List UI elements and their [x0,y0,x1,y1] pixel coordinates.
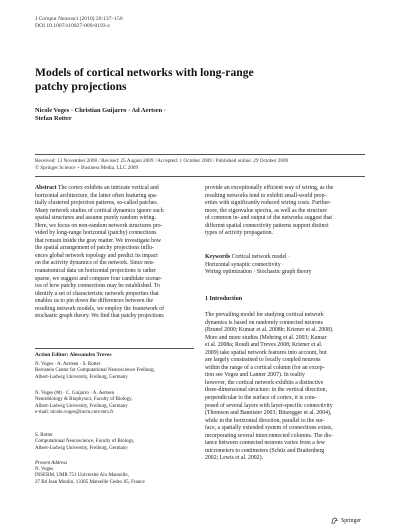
abstract-heading: Abstract [35,185,57,191]
journal-citation: J Comput Neurosci (2010) 28:137–150 [35,16,123,22]
abstract-line: vided by long-range horizontal (patchy) connections [35,230,157,237]
affiliation-1 [35,362,194,381]
abstract-line: Here, we focus on non-random network structures pro- [35,222,163,229]
introduction-line: tance between connected neurons varies from a few [205,440,325,447]
keyword-line: Horizontal synaptic connectivity · [205,261,285,268]
paper-title [35,66,335,94]
abstract-line: different spatial connectivity patterns support distinct [205,222,329,229]
abstract-line: ences global network topology and predict its impact [35,252,158,259]
introduction-line: (Brunel 2000; Kumar et al. 2008b; Kriener et al. 2008). [205,327,334,334]
affiliation-line: Albert-Ludwig University, Freiburg, Germany [35,445,128,451]
abstract-line: tially clustered projection patterns, so-called patches. [35,200,159,207]
copyright: © Springer Science + Business Media, LLC 2009 [35,165,139,171]
author-list [35,107,166,123]
journal-header [35,16,123,30]
abstract-line: on the activity dynamics of the network. Since neu- [35,260,155,267]
section-heading-introduction: 1 Introduction [205,296,243,302]
present-address-label: Present Address [35,461,68,466]
authors-line-2: Stefan Rotter [35,115,72,122]
abstract-line: enables us to pin down the differences between the [35,298,154,305]
keyword-line: Wiring optimization · Stochastic graph theory [205,269,312,276]
affiliation-4 [35,467,194,486]
abstract-line: that remain inside the gray matter. We investigate how [35,237,162,244]
affiliation-line: N. Voges (✉) · C. Guijarro · A. Aertsen [35,391,115,396]
introduction-line: three-dimensional structure: in the vertical direction, [205,387,328,394]
introduction-line: micrometers to centimeters (Schüz and Braitenberg [205,447,325,454]
abstract-body [35,185,194,321]
authors-line-1: Nicole Voges · Christian Guijarro · Ad Aertsen · [35,107,166,114]
abstract [35,185,194,321]
introduction-line: face, a spatially extended system of connections exists, [205,425,333,432]
abstract-continuation-body [205,185,365,238]
introduction-line: within the range of a cortical column (for an excep- [205,364,325,371]
introduction-line: The prevailing model for studying cortical network [205,312,324,318]
keywords [205,254,365,277]
affiliation-line: e-mail: nicole.voges@incm.cnrs-mrs.fr [35,409,114,415]
divider-bottom [35,176,365,177]
introduction-line: perpendicular to the surface of cortex, it is com- [205,395,317,402]
abstract-line: erties with significantly reduced wiring costs. Further- [205,200,331,207]
title-line-1: Models of cortical networks with long-range [35,66,254,79]
introduction-line: More and more studies (Mehring et al. 2003; Kumar [205,334,327,341]
affiliation-line: INSERM, UMR 751 Université Aix-Marseille, [35,473,129,479]
affiliation-line: Albert-Ludwig University, Freiburg, Germany [35,374,128,380]
affiliation-line: Computational Neuroscience, Faculty of Biology, [35,439,135,445]
keywords-body [205,254,365,277]
keyword-line: Keywords Cortical network model · [205,254,291,260]
abstract-line: horizontal architecture, the latter often featuring spa- [35,192,158,199]
affiliation-2 [35,391,194,416]
introduction-line: posed of several layers with layer-specific connectivity [205,402,333,409]
action-editor: Action Editor: Alessandro Treves [35,352,112,358]
introduction-line: (Thomson and Bannister 2003; Binzegger et al. 2004), [205,410,332,417]
affiliation-line: Bernstein Center for Computational Neuroscience Freiburg, [35,368,155,374]
abstract-line: roanatomical data on horizontal projections is rather [35,268,157,275]
introduction-line: 2002; Lewis et al. 2002). [205,455,263,462]
abstract-line: identify a set of characteristic network properties that [35,290,159,297]
introduction-text [205,312,365,463]
abstract-line: provide an exceptionally efficient way of wiring, as the [205,185,334,191]
affiliation-line: S. Rotter [35,433,53,438]
affiliation-line: Neurobiology & Biophysics, Faculty of Biology, [35,397,133,403]
introduction-line: 2009) take spatial network features into account, but [205,349,327,356]
affiliations-divider [35,348,194,349]
introduction-line: are largely constrained to locally coupled neurons [205,357,321,364]
doi[interactable]: DOI 10.1007/s10827-009-0193-z [35,23,110,29]
abstract-line: spatial structures and assume purely random wiring. [35,215,156,222]
introduction-line: however, the cortical network exhibits a distinctive [205,379,324,386]
affiliation-line: N. Voges [35,467,54,472]
abstract-line: of common in- and output of the networks suggest that [205,215,333,222]
springer-wordmark: Springer [341,517,361,524]
abstract-line: ios of how patchy connections may be established. To [35,283,160,290]
abstract-line: the spatial arrangement of patchy projections influ- [35,245,154,252]
divider-top [35,154,365,155]
publication-dates [35,158,365,172]
abstract-line: more, the eigenvalue spectra, as well as the structure [205,207,328,214]
abstract-line: stochastic graph theory. We find that patchy projections [35,313,164,320]
introduction-line: et al. 2008a; Roudi and Treves 2008; Kriener et al. [205,342,323,349]
abstract-line: Many network studies of cortical dynamics ignore such [35,207,164,214]
received-dates: Received: 13 November 2008 / Revised: 25 August 2009 / Accepted: 1 October 2009 / Published online: 29 October 2009 [35,158,289,164]
abstract-line: types of activity propagation. [205,230,273,237]
introduction-line: dynamics is based on randomly connected neurons [205,319,323,326]
introduction-body [205,312,365,463]
introduction-line: while in the horizontal direction, parallel to the sur- [205,417,325,424]
abstract-continuation [205,185,365,238]
title-line-2: patchy projections [35,80,127,93]
abstract-line: Abstract The cortex exhibits an intricate vertical and [35,185,159,191]
abstract-line: sparse, we suggest and compare four candidate scenar- [35,275,163,282]
abstract-line: resulting network models, we employ the framework of [35,305,165,312]
affiliation-3 [35,433,194,452]
affiliation-line: N. Voges · A. Aertsen · S. Rotter [35,362,101,367]
keywords-heading: Keywords [205,254,231,260]
springer-logo [330,516,361,525]
introduction-line: tion see Voges and Lanner 2007). In reality [205,372,305,379]
affiliation-line: Albert-Ludwig University, Freiburg, Germany [35,403,128,409]
springer-horse-icon [330,516,339,525]
affiliation-line: 27 Bd Jean Moulin, 13385 Marseille Cedex 05, France [35,479,145,485]
abstract-line: resulting networks tend to exhibit small-world prop- [205,192,327,199]
introduction-line: incorporating several interconnected columns. The dis- [205,432,333,439]
